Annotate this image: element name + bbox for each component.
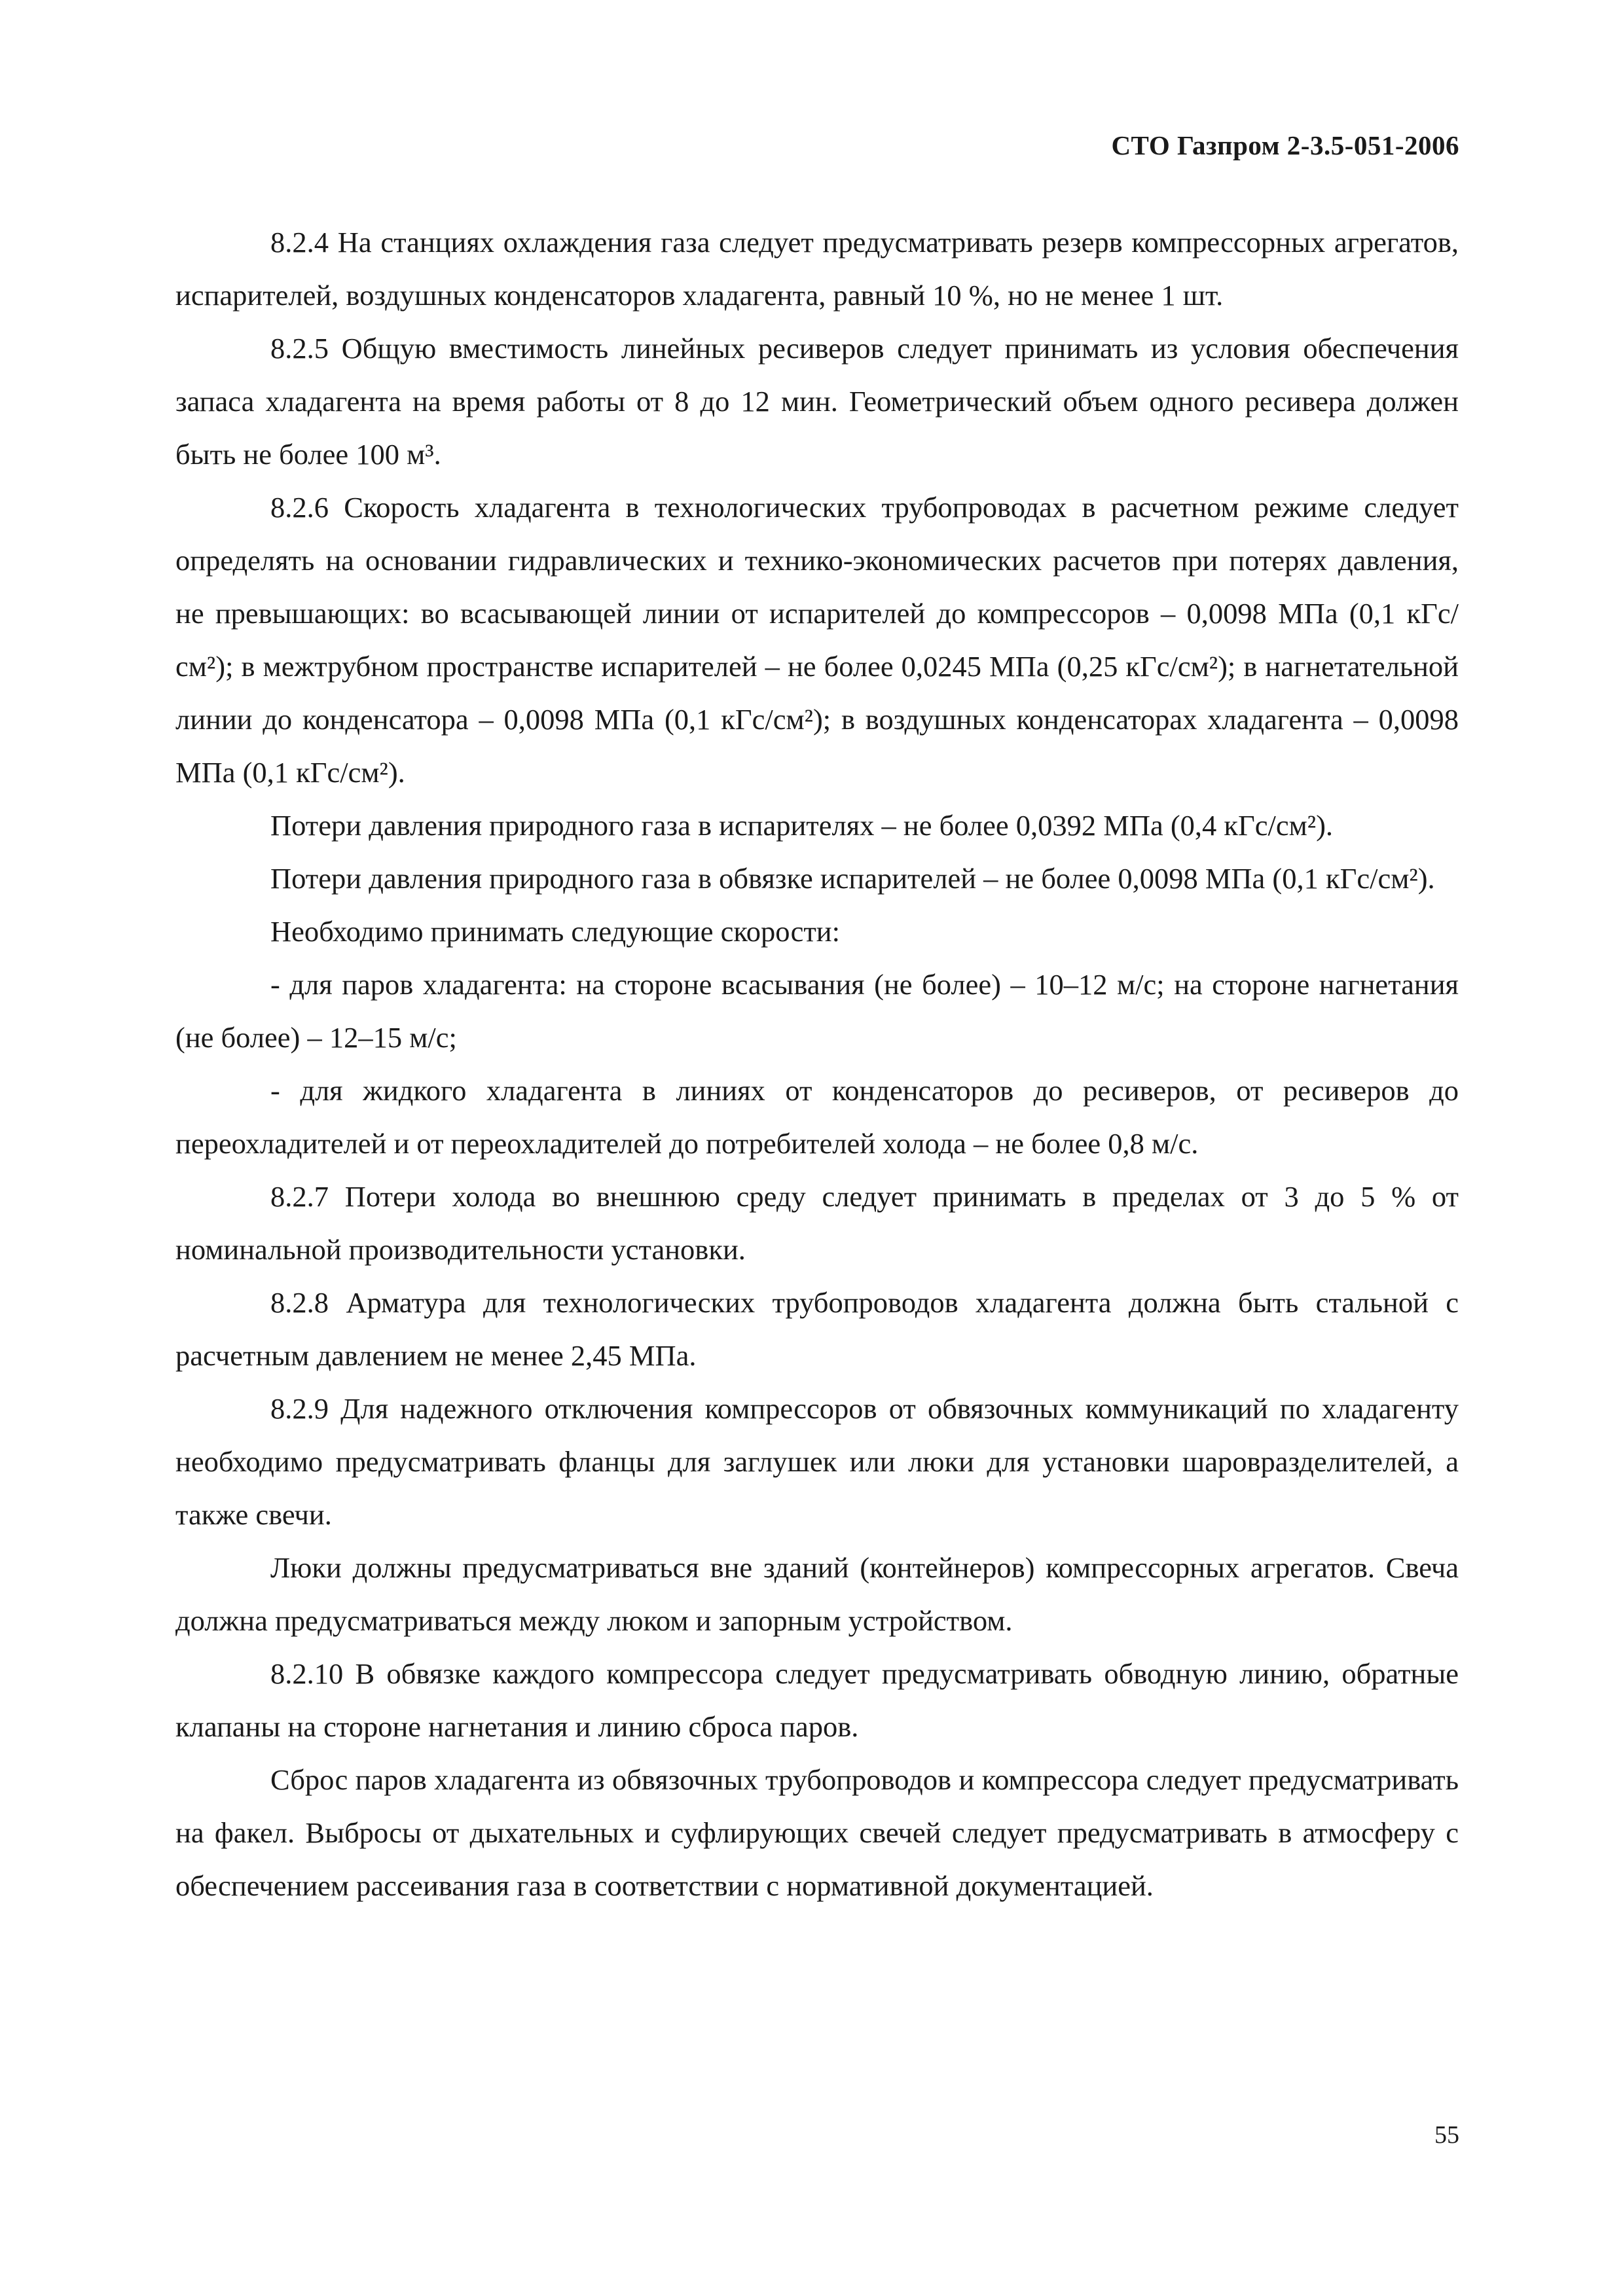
paragraph-8-2-7: 8.2.7 Потери холода во внешнюю среду следует принимать в пределах от 3 до 5 % от номинальной производительности установки.: [175, 1180, 1459, 1266]
document-code-header: СТО Газпром 2-3.5-051-2006: [1111, 130, 1459, 160]
paragraph-vapor-speeds: - для паров хладагента: на стороне всасывания (не более) – 10–12 м/с; на стороне нагнетания (не более) – 12–15 м/с;: [175, 968, 1459, 1054]
document-body: [175, 216, 1459, 1912]
paragraph-vapor-discharge: Сброс паров хладагента из обвязочных трубопроводов и компрессора следует предусматривать на факел. Выбросы от дыхательных и суфлирующих свечей следует предусматривать в атмосферу с обеспечением рассеивания газа в соответствии с нормативной документацией.: [175, 1763, 1459, 1902]
paragraph-8-2-9: 8.2.9 Для надежного отключения компрессоров от обвязочных коммуникаций по хладагенту необходимо предусматривать фланцы для заглушек или люки для установки шаровразделителей, а также свечи.: [175, 1392, 1459, 1531]
paragraph-8-2-6: 8.2.6 Скорость хладагента в технологических трубопроводах в расчетном режиме следует определять на основании гидравлических и технико-экономических расчетов при потерях давления, не превышающих: во всасывающей линии от испарителей до компрессоров – 0,0098 МПа (0,1 кГс/см²); в межтрубном пространстве испарителей – не более 0,0245 МПа (0,25 кГс/см²); в нагнетательной линии до конденсатора – 0,0098 МПа (0,1 кГс/см²); в воздушных конденсаторах хладагента – 0,0098 МПа (0,1 кГс/см²).: [175, 491, 1459, 789]
paragraph-speeds-intro: Необходимо принимать следующие скорости:: [270, 915, 840, 948]
paragraph-8-2-8: 8.2.8 Арматура для технологических трубопроводов хладагента должна быть стальной с расчетным давлением не менее 2,45 МПа.: [175, 1286, 1459, 1372]
paragraph-evaporator-losses: Потери давления природного газа в испарителях – не более 0,0392 МПа (0,4 кГс/см²).: [270, 809, 1334, 842]
paragraph-evaporator-piping-losses: Потери давления природного газа в обвязке испарителей – не более 0,0098 МПа (0,1 кГс/см²).: [270, 862, 1435, 895]
paragraph-8-2-5: 8.2.5 Общую вместимость линейных ресиверов следует принимать из условия обеспечения запаса хладагента на время работы от 8 до 12 мин. Геометрический объем одного ресивера должен быть не более 100 м³.: [175, 332, 1459, 471]
paragraph-hatches: Люки должны предусматриваться вне зданий (контейнеров) компрессорных агрегатов. Свеча должна предусматриваться между люком и запорным устройством.: [175, 1551, 1459, 1637]
paragraph-liquid-speeds: - для жидкого хладагента в линиях от конденсаторов до ресиверов, от ресиверов до переохладителей и от переохладителей до потребителей холода – не более 0,8 м/с.: [175, 1074, 1459, 1160]
page-number: 55: [1434, 2121, 1459, 2149]
paragraph-8-2-10: 8.2.10 В обвязке каждого компрессора следует предусматривать обводную линию, обратные клапаны на стороне нагнетания и линию сброса паров.: [175, 1657, 1459, 1743]
paragraph-8-2-4: 8.2.4 На станциях охлаждения газа следует предусматривать резерв компрессорных агрегатов, испарителей, воздушных конденсаторов хладагента, равный 10 %, но не менее 1 шт.: [175, 226, 1459, 312]
